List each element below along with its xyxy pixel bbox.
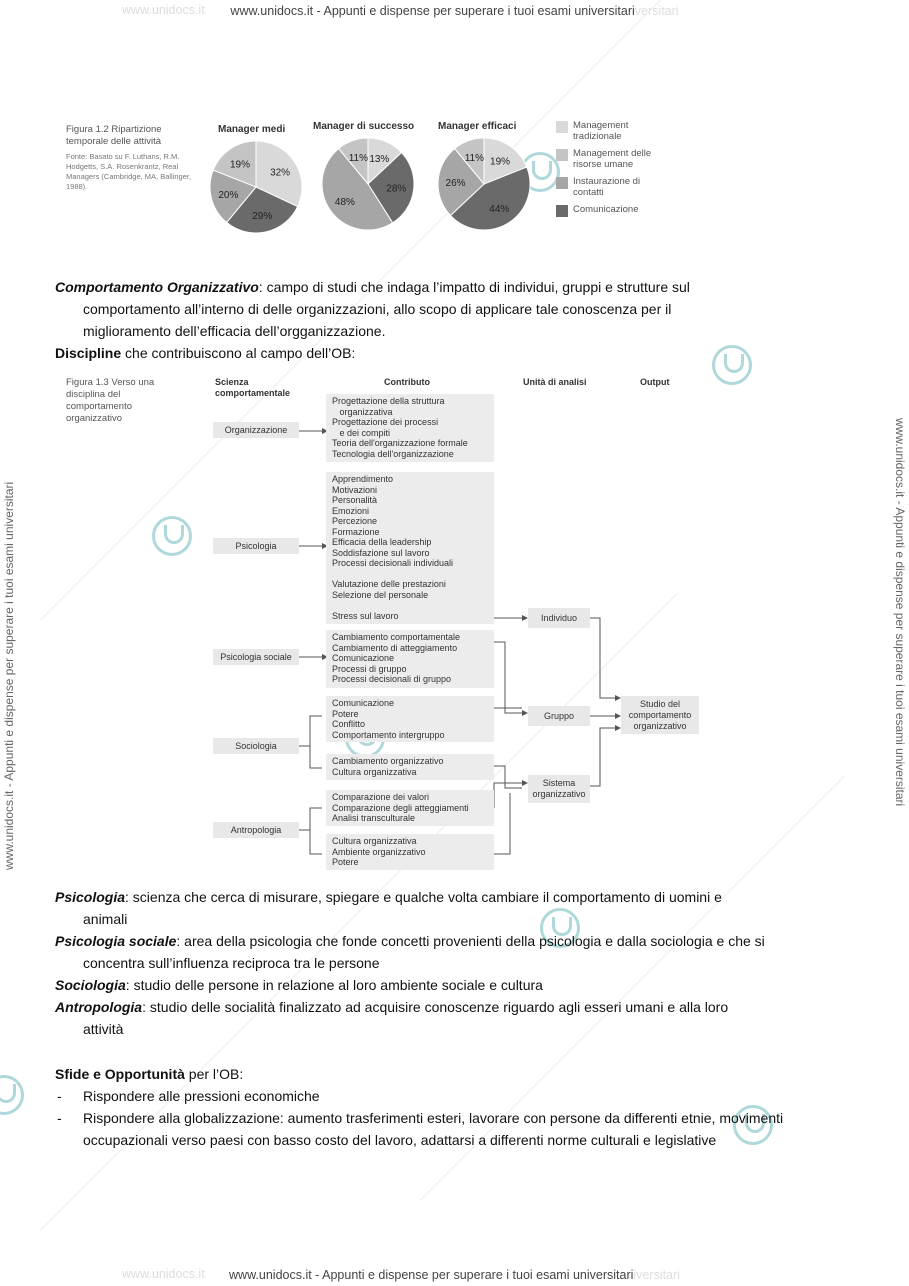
pie-chart-medi — [210, 141, 302, 233]
contribution-item: Valutazione delle prestazioni — [332, 579, 446, 589]
legend-label: Comunicazione — [573, 204, 639, 215]
text-antropologia: : studio delle socialità finalizzato ad acquisire conoscenze riguardo agli esseri umani e alla loro — [142, 999, 729, 1015]
contribution-item: Comunicazione — [332, 653, 395, 663]
col-header-output: Output — [640, 377, 670, 387]
challenges — [55, 1063, 845, 1151]
text-psicologia: : scienza che cerca di misurare, spiegare e qualche volta cambiare il comportamento di uomini e — [125, 889, 722, 905]
definition-psicologia-sociale — [55, 930, 845, 952]
contribution-item: organizzativa — [332, 406, 393, 417]
contribution-item: Percezione — [332, 516, 378, 526]
pie-title-successo: Manager di successo — [313, 121, 415, 132]
contribution-item: Processi decisionali di gruppo — [332, 674, 452, 684]
footer-text: www.unidocs.it - Appunti e dispense per superare i tuoi esami universitari — [229, 1268, 634, 1282]
figure-1-2 — [60, 112, 680, 252]
pie-chart-efficaci — [438, 138, 530, 230]
legend-item — [556, 120, 669, 142]
pie-title-medi: Manager medi — [218, 124, 286, 135]
definitions — [55, 886, 845, 1040]
contrib-antropologia-b — [326, 834, 494, 870]
pie-legend — [556, 120, 669, 223]
connector-line — [494, 766, 522, 788]
contribution-item: Formazione — [332, 526, 380, 537]
pie-slice-label: 20% — [218, 190, 239, 202]
contribution-item: Cambiamento organizzativo — [332, 756, 444, 766]
contribution-item: Ambiente organizzativo — [332, 846, 426, 857]
legend-swatch — [556, 205, 568, 217]
text-psicologia-cont: animali — [83, 911, 128, 927]
pie-slice-label: 13% — [369, 153, 390, 165]
connector-line — [494, 783, 522, 808]
science-sociologia: Sociologia — [213, 738, 299, 754]
contribution-item: Stress sul lavoro — [332, 610, 399, 621]
connector-line — [299, 716, 322, 746]
text-antropologia-cont: attività — [83, 1021, 124, 1037]
text-psicologia-sociale: : area della psicologia che fonde concetti provenienti della psicologia e dalla sociologia e che si — [176, 933, 765, 949]
connector-line — [494, 642, 522, 713]
contribution-item: Cultura organizzativa — [332, 766, 417, 777]
contribution-item: Conflitto — [332, 719, 366, 729]
contribution-item: Cultura organizzativa — [332, 836, 417, 846]
legend-item — [556, 176, 669, 198]
contribution-item: Teoria dell'organizzazione formale — [332, 438, 468, 448]
legend-item — [556, 204, 669, 217]
figure-1-2-title: Figura 1.2 Ripartizione temporale delle attività — [66, 124, 162, 147]
figure-1-2-source: Fonte: Basato su F. Luthans, R.M. Hodgetts, S.A. Rosenkrantz, Real Managers (Cambridge, MA, Ballinger, 1988). — [66, 152, 192, 191]
pie-slice-label: 48% — [334, 196, 355, 208]
definition-sociologia — [55, 974, 845, 996]
contribution-item: Comparazione degli atteggiamenti — [332, 802, 469, 813]
list-item: - Rispondere alle pressioni economiche — [55, 1085, 845, 1107]
footer-watermark-right: iversitari — [633, 1268, 680, 1282]
pie-chart-successo — [322, 138, 414, 230]
pie-slice-label: 26% — [445, 178, 466, 190]
contribution-item: Motivazioni — [332, 484, 378, 495]
contribution-item: Selezione del personale — [332, 589, 429, 600]
contribution-item: Tecnologia dell'organizzazione — [332, 448, 454, 459]
figure-1-3 — [60, 368, 700, 874]
challenges-text: per l’OB: — [184, 1066, 244, 1082]
text-sociologia: : studio delle persone in relazione al loro ambiente sociale e cultura — [125, 977, 543, 993]
science-psicologia-sociale: Psicologia sociale — [213, 649, 299, 665]
figure-1-3-caption: Figura 1.3 Verso una disciplina del comportamento organizzativo — [66, 377, 155, 424]
contribution-item: Processi decisionali individuali — [332, 558, 454, 568]
definition-psicologia — [55, 886, 845, 908]
contribution-item: Soddisfazione sul lavoro — [332, 547, 430, 558]
legend-label: Management tradizionale — [573, 120, 629, 142]
contribution-item: Comportamento intergruppo — [332, 729, 445, 740]
pie-slice-label: 11% — [348, 153, 368, 165]
contribution-item: Comparazione dei valori — [332, 792, 430, 802]
connector-line — [310, 830, 322, 854]
figure-1-2-caption — [66, 124, 194, 192]
contribution-item: Cambiamento comportamentale — [332, 632, 461, 642]
contrib-sociologia-a — [326, 696, 494, 742]
contribution-item: Efficacia della leadership — [332, 537, 432, 547]
side-watermark-right: www.unidocs.it - Appunti e dispense per superare i tuoi esami universitari — [893, 418, 907, 807]
legend-swatch — [556, 177, 568, 189]
col-header-science: Scienza comportamentale — [215, 377, 291, 398]
contribution-item: Potere — [332, 708, 359, 719]
disciplines-term: Discipline — [55, 345, 122, 361]
pie-slice-label: 44% — [489, 204, 510, 216]
header-watermark-right: versitari — [634, 4, 679, 18]
science-antropologia: Antropologia — [213, 822, 299, 838]
ob-term: Comportamento Organizzativo — [55, 279, 259, 295]
header-text: www.unidocs.it - Appunti e dispense per superare i tuoi esami universitari — [230, 4, 635, 18]
contribution-item: Cambiamento di atteggiamento — [332, 642, 458, 653]
unit-individuo: Individuo — [528, 608, 590, 628]
pie-slice-label: 28% — [386, 183, 407, 195]
contribution-item — [332, 600, 488, 611]
term-antropologia: Antropologia — [55, 999, 143, 1015]
disciplines-text: che contribuiscono al campo dell’OB: — [121, 345, 356, 361]
pie-slice-label: 19% — [490, 156, 511, 168]
connector-line — [310, 746, 322, 768]
header-watermark-left: www.unidocs.it — [122, 3, 205, 17]
output-studio: Studio del comportamento organizzativo — [621, 696, 699, 734]
connector-line — [494, 793, 510, 854]
text-psicologia-sociale-cont: concentra sull’influenza reciproca tra le persone — [83, 955, 380, 971]
contrib-antropologia-a — [326, 790, 494, 826]
pie-title-efficaci: Manager efficaci — [438, 121, 517, 132]
term-psicologia: Psicologia — [55, 889, 126, 905]
legend-label: Instaurazione di contatti — [573, 176, 641, 198]
pie-slice-label: 11% — [464, 153, 484, 165]
ob-text-3: miglioramento dell’efficacia dell’orgganizzazione. — [83, 323, 386, 339]
contribution-item — [332, 569, 488, 580]
pie-slice-label: 29% — [252, 210, 273, 222]
connector-line — [590, 618, 615, 698]
challenges-list — [55, 1085, 845, 1151]
contribution-item: Personalità — [332, 495, 378, 505]
contribution-item: Analisi transculturale — [332, 813, 416, 823]
definition-antropologia — [55, 996, 845, 1018]
contrib-organizzazione — [326, 394, 494, 462]
unit-sistema-organizzativo: Sistema organizzativo — [528, 775, 590, 803]
col-header-contribution: Contributo — [384, 377, 430, 387]
science-psicologia: Psicologia — [213, 538, 299, 554]
unit-gruppo: Gruppo — [528, 706, 590, 726]
ob-text-2: comportamento all’interno di delle organizzazioni, allo scopo di applicare tale conoscenza per il — [83, 301, 672, 317]
watermark-logo-icon — [0, 1075, 24, 1115]
term-sociologia: Sociologia — [55, 977, 126, 993]
ob-definition — [55, 276, 845, 364]
footer-watermark-left: www.unidocs.it — [122, 1267, 205, 1281]
side-watermark-left: www.unidocs.it - Appunti e dispense per superare i tuoi esami universitari — [2, 481, 16, 870]
legend-item — [556, 148, 669, 170]
contrib-psicologia-sociale — [326, 630, 494, 688]
connector-line — [590, 728, 615, 786]
contrib-psicologia — [326, 472, 494, 624]
contribution-item: Apprendimento — [332, 474, 394, 484]
legend-swatch — [556, 121, 568, 133]
contribution-item: e dei compiti — [332, 427, 391, 438]
contribution-item: Emozioni — [332, 505, 370, 516]
list-item: - Rispondere alla globalizzazione: aumento trasferimenti esteri, lavorare con persone da differenti etnie, movimenti occupazionali verso paesi con basso costo del lavoro, adattarsi a differenti norme culturali e legislative — [55, 1107, 813, 1151]
contribution-item: Progettazione dei processi — [332, 417, 439, 427]
contribution-item: Processi di gruppo — [332, 663, 407, 674]
page-header — [0, 4, 909, 18]
science-organizzazione: Organizzazione — [213, 422, 299, 438]
contribution-item: Comunicazione — [332, 698, 395, 708]
contribution-item: Progettazione della struttura — [332, 396, 445, 406]
ob-text-1: : campo di studi che indaga l’impatto di individui, gruppi e strutture sul — [258, 279, 690, 295]
col-header-unit: Unità di analisi — [523, 377, 587, 387]
challenges-term: Sfide e Opportunità — [55, 1066, 185, 1082]
term-psicologia-sociale: Psicologia sociale — [55, 933, 177, 949]
connector-line — [299, 808, 322, 830]
contribution-item: Potere — [332, 857, 359, 867]
page-footer — [0, 1268, 909, 1282]
contrib-sociologia-b — [326, 754, 494, 780]
pie-slice-label: 32% — [270, 167, 291, 179]
pie-slice-label: 19% — [229, 159, 250, 171]
legend-label: Management delle risorse umane — [573, 148, 652, 170]
legend-swatch — [556, 149, 568, 161]
